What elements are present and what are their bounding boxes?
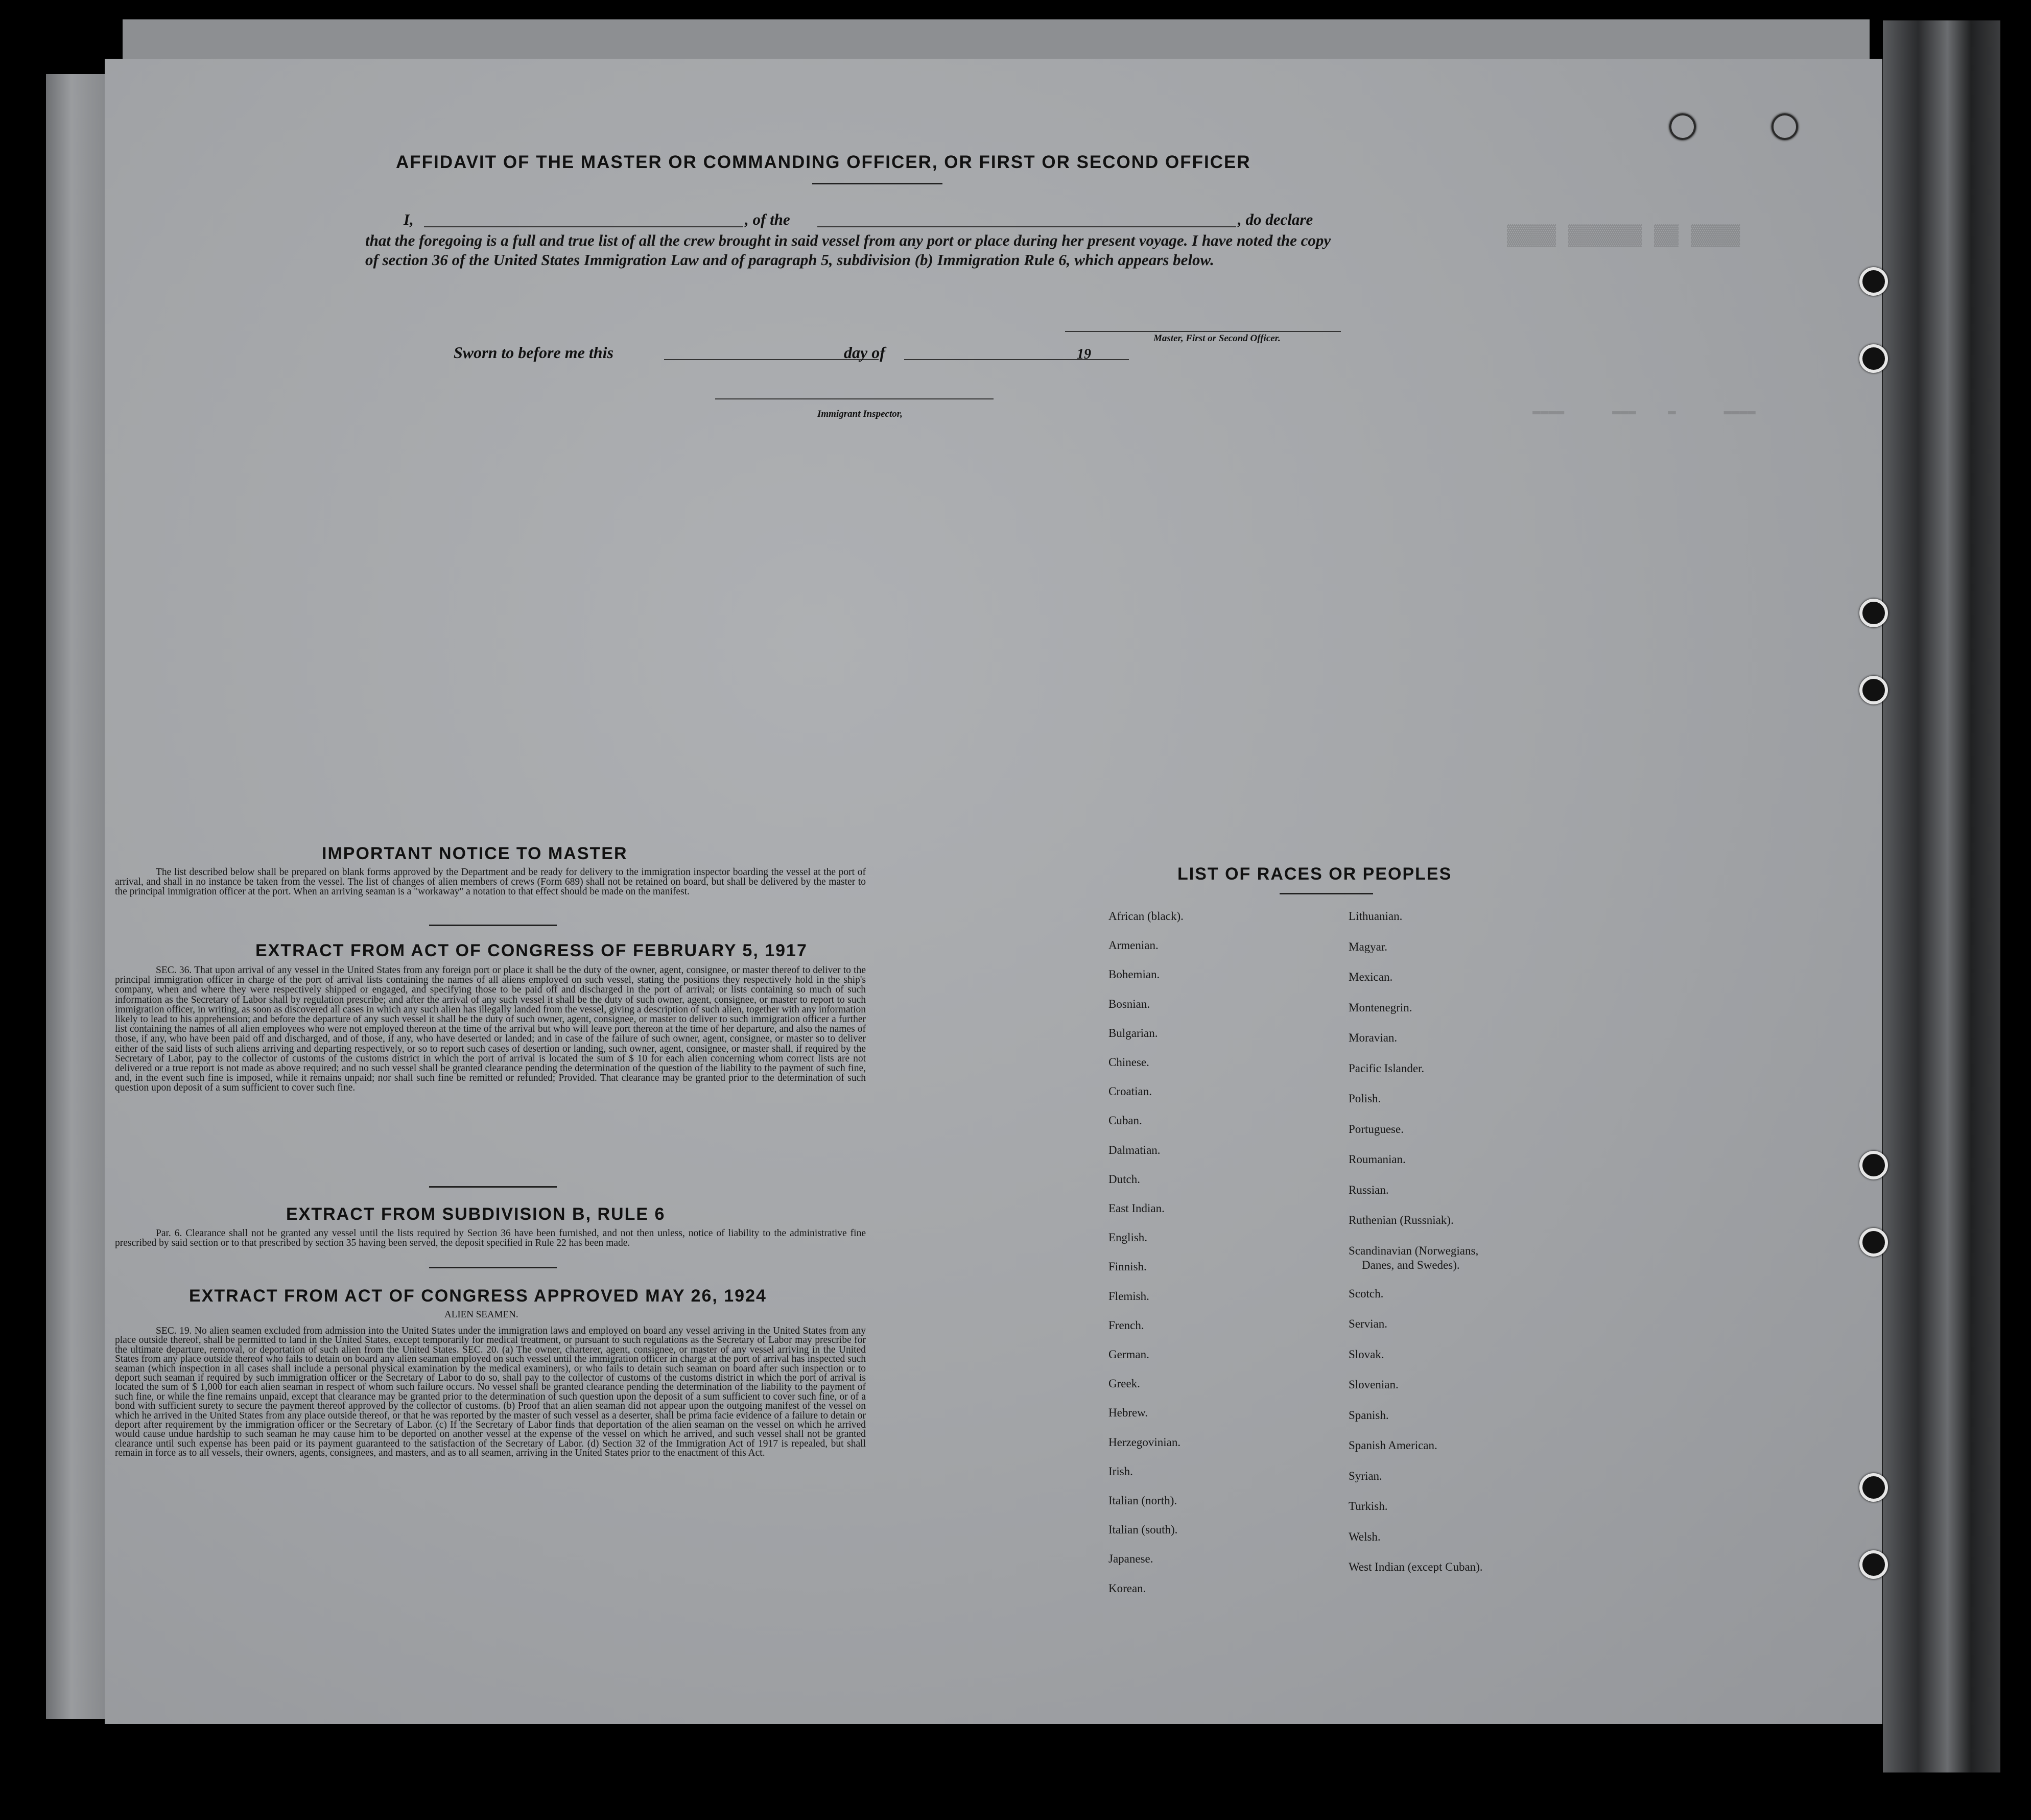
race-item: Dalmatian. (1108, 1143, 1161, 1156)
act-1917-rule (429, 1186, 557, 1188)
binder-hole (1669, 113, 1696, 140)
race-item: Korean. (1108, 1581, 1146, 1595)
race-item: Armenian. (1108, 939, 1159, 952)
race-item: Scotch. (1349, 1287, 1384, 1300)
rule-6-rule (429, 1267, 557, 1268)
race-item: Magyar. (1349, 940, 1388, 953)
race-item: Montenegrin. (1349, 1001, 1412, 1014)
day-of-label: day of (844, 343, 885, 362)
race-item: Italian (south). (1108, 1523, 1178, 1537)
race-item: Slovak. (1349, 1348, 1384, 1361)
signature-line[interactable] (1065, 331, 1341, 332)
race-item: West Indian (except Cuban). (1349, 1561, 1483, 1573)
inspector-label: Immigrant Inspector, (817, 409, 903, 419)
vessel-blank[interactable] (817, 226, 1236, 227)
signature-label: Master, First or Second Officer. (1153, 333, 1281, 344)
binder-hole (1859, 1151, 1888, 1179)
notice-title: IMPORTANT NOTICE TO MASTER (322, 844, 628, 863)
race-item: Turkish. (1349, 1500, 1388, 1512)
race-item: Servian. (1349, 1317, 1388, 1330)
race-item: Roumanian. (1349, 1153, 1406, 1166)
rule-6-title: EXTRACT FROM SUBDIVISION B, RULE 6 (286, 1204, 666, 1224)
act-1924-text: SEC. 19. No alien seamen excluded from admission into the United States under the immigration laws and employed on board any vessel arriving in the United States from any place outside thereof, shall be permitted to land in the United States, except temporarily for medical treatment, or pursuant to such regulations as the Secretary of Labor may prescribe for the ultimate departure, removal, or deportation of such alien from the United States. SEC. 20. (a) The owner, charterer, agent, consignee, or master of any vessel arriving in the United States from any place outside thereof who fails to detain on board any alien seaman employed on such vessel until the immigration officer in charge at the port of arrival has inspected such seaman (which inspection in all cases shall include a personal physical examination by the medical examiners), or who fails to detain such seaman on board after such inspection or to deport such seaman if required by such immigration officer or the Secretary of Labor to do so, shall pay to the collector of customs of the customs district in which the port of arrival is located the sum of $ 1,000 for each alien seaman in respect of whom such failure occurs. No vessel shall be granted clearance pending the determination of the liability to the payment of such fine, or while the fine remains unpaid, except that clearance may be granted prior to the determination of such question upon the deposit of a sum sufficient to cover such fine, or of a bond with sufficient surety to secure the payment thereof approved by the collector of customs. (b) Proof that an alien seaman did not appear upon the outgoing manifest of the vessel on which he arrived in the United States from any place outside thereof, or that he was reported by the master of such vessel as a deserter, shall be prima facie evidence of a failure to detain or deport after requirement by the immigration officer or the Secretary of Labor. (c) If the Secretary of Labor finds that deportation of the alien seaman on the vessel on which he arrived would cause undue hardship to such seaman he may cause him to be deported on another vessel at the expense of the vessel on which he arrived, and such vessel shall not be granted clearance until such expense has been paid or its payment guaranteed to the satisfaction of the Secretary of Labor. (d) Section 32 of the Immigration Act of 1917 is repealed, but shall remain in force as to all vessels, their owners, agents, consignees, and masters, and as to all seamen, arriving in the United States prior to the enactment of this Act. (115, 1326, 866, 1459)
month-blank[interactable] (904, 359, 1129, 360)
race-item: Welsh. (1349, 1530, 1381, 1543)
race-item: African (black). (1108, 910, 1184, 923)
act-1917-title: EXTRACT FROM ACT OF CONGRESS OF FEBRUARY 5, 1917 (255, 941, 808, 960)
year-label: 19 (1077, 346, 1091, 362)
race-item: Greek. (1108, 1377, 1140, 1390)
race-item: Chinese. (1108, 1056, 1149, 1069)
act-1924-title: EXTRACT FROM ACT OF CONGRESS APPROVED MAY 26, 1924 (189, 1286, 767, 1306)
race-item: Mexican. (1349, 971, 1393, 983)
affidavit-title: AFFIDAVIT OF THE MASTER OR COMMANDING OFFICER, OR FIRST OR SECOND OFFICER (396, 152, 1251, 172)
notice-text: The list described below shall be prepared on blank forms approved by the Department and be ready for delivery to the immigration inspector boarding the vessel at the port of arrival, and shall in no instance be taken from the vessel. The list of changes of alien members of crews (Form 689) shall not be retained on board, but shall be delivered by the master to the principal immigration officer at the port. When an arriving seaman is a "workaway" a notation to that effect should be made on the manifest. (115, 867, 866, 897)
binding-strip (1883, 20, 2000, 1772)
rule-6-text: Par. 6. Clearance shall not be granted any vessel until the lists required by Section 36 have been furnished, and not then unless, notice of liability to the administrative fine prescribed by said section or to that prescribed by section 35 having been served, the deposit specified in Rule 22 has been made. (115, 1228, 866, 1248)
affidavit-i: I, (404, 210, 414, 228)
race-item: Herzegovinian. (1108, 1435, 1181, 1449)
race-item: East Indian. (1108, 1202, 1165, 1215)
race-item: Cuban. (1108, 1114, 1142, 1127)
race-item: Dutch. (1108, 1172, 1140, 1186)
binder-hole (1859, 1473, 1888, 1502)
binder-hole (1859, 267, 1888, 296)
race-item: Hebrew. (1108, 1406, 1148, 1420)
title-rule (812, 183, 942, 184)
race-item: Spanish American. (1349, 1439, 1437, 1452)
race-item: Polish. (1349, 1092, 1381, 1105)
race-item: Croatian. (1108, 1085, 1152, 1098)
race-item: Russian. (1349, 1183, 1389, 1196)
page-edge (46, 74, 110, 1719)
inspector-line[interactable] (715, 398, 994, 399)
binder-hole (1859, 344, 1888, 373)
race-item: Syrian. (1349, 1469, 1382, 1482)
race-item: Bosnian. (1108, 997, 1150, 1010)
race-item: Slovenian. (1349, 1378, 1399, 1391)
races-rule (1280, 893, 1373, 894)
bleed-through: ▓▓▓▓ ▓▓▓▓▓▓ ▓▓ ▓▓▓▓ (1507, 225, 1740, 248)
race-item: Pacific Islander. (1349, 1061, 1425, 1075)
notice-rule (429, 925, 557, 926)
races-title: LIST OF RACES OR PEOPLES (1177, 864, 1452, 884)
act-1924-subtitle: ALIEN SEAMEN. (444, 1309, 518, 1320)
race-item: Bulgarian. (1108, 1026, 1158, 1039)
race-item: Finnish. (1108, 1260, 1147, 1273)
race-item: Spanish. (1349, 1408, 1389, 1422)
binder-hole (1859, 599, 1888, 627)
race-item: Moravian. (1349, 1031, 1398, 1044)
race-item: English. (1108, 1231, 1148, 1244)
bleed-through: ▬▬▬▬ ▬▬▬ ▬ ▬▬▬▬ (1532, 404, 1756, 419)
race-item: German. (1108, 1348, 1149, 1361)
race-item: Danes, and Swedes). (1362, 1258, 1460, 1271)
affidavit-do-declare: , do declare (1238, 210, 1313, 228)
race-item: Lithuanian. (1349, 910, 1403, 923)
binder-hole (1859, 1550, 1888, 1579)
race-item: Irish. (1108, 1464, 1133, 1478)
race-item: Japanese. (1108, 1552, 1153, 1566)
binder-hole (1859, 1228, 1888, 1257)
race-item: Italian (north). (1108, 1494, 1177, 1507)
binder-hole (1859, 676, 1888, 704)
affidavit-body: that the foregoing is a full and true list of all the crew brought in said vessel from any port or place during her present voyage. I have noted the copy of section 36 of the United States Immigration Law and of paragraph 5, subdivision (b) Immigration Rule 6, which appears below. (365, 231, 1331, 269)
race-item: Flemish. (1108, 1289, 1149, 1303)
race-item: Bohemian. (1108, 968, 1160, 981)
sworn-label: Sworn to before me this (454, 343, 613, 362)
binder-hole (1772, 113, 1798, 140)
race-item: Scandinavian (Norwegians, (1349, 1244, 1479, 1257)
race-item: Ruthenian (Russniak). (1349, 1214, 1454, 1226)
affidavit-of-the: , of the (745, 210, 790, 228)
race-item: French. (1108, 1318, 1144, 1332)
name-blank[interactable] (424, 226, 743, 227)
race-item: Portuguese. (1349, 1122, 1404, 1136)
act-1917-text: SEC. 36. That upon arrival of any vessel in the United States from any foreign port or place it shall be the duty of the owner, agent, consignee, or master thereof to deliver to the principal immigration officer in charge of the port of arrival lists containing the names of all aliens employed on such vessel, stating the positions they respectively hold in the ship's company, when and where they were respectively shipped or engaged, and specifying those to be paid off and discharged in the port of arrival; or lists containing so much of such information as the Secretary of Labor shall by regulation prescribe; and after the arrival of any such vessel it shall be the duty of such owner, agent, consignee, or master to report to such immigration officer, in writing, as soon as discovered all cases in which any such alien has illegally landed from the vessel, giving a description of such alien, together with any information likely to lead to his apprehension; and before the departure of any such vessel it shall be the duty of such owner, agent, consignee, or master to deliver to such immigration officer a further list containing the names of all alien employees who were not employed thereon at the time of the arrival but who will leave port thereon at the time of her departure, and also the names of those, if any, who have been paid off and discharged, and of those, if any, who have deserted or landed; and in case of the failure of such owner, agent, consignee, or master so to deliver either of the said lists of such aliens arriving and departing respectively, or so to report such cases of desertion or landing, such owner, agent, consignee, or master shall, if required by the Secretary of Labor, pay to the collector of customs of the customs district in which the port of arrival is located the sum of $ 10 for each alien concerning whom correct lists are not delivered or a true report is not made as above required; and no such vessel shall be granted clearance pending the determination of the question of the liability to the payment of such fine, and, in the event such fine is imposed, while it remains unpaid; nor shall such fine be remitted or refunded; Provided. That clearance may be granted prior to the determination of such question upon deposit of a sum sufficient to cover such fine. (115, 965, 866, 1094)
